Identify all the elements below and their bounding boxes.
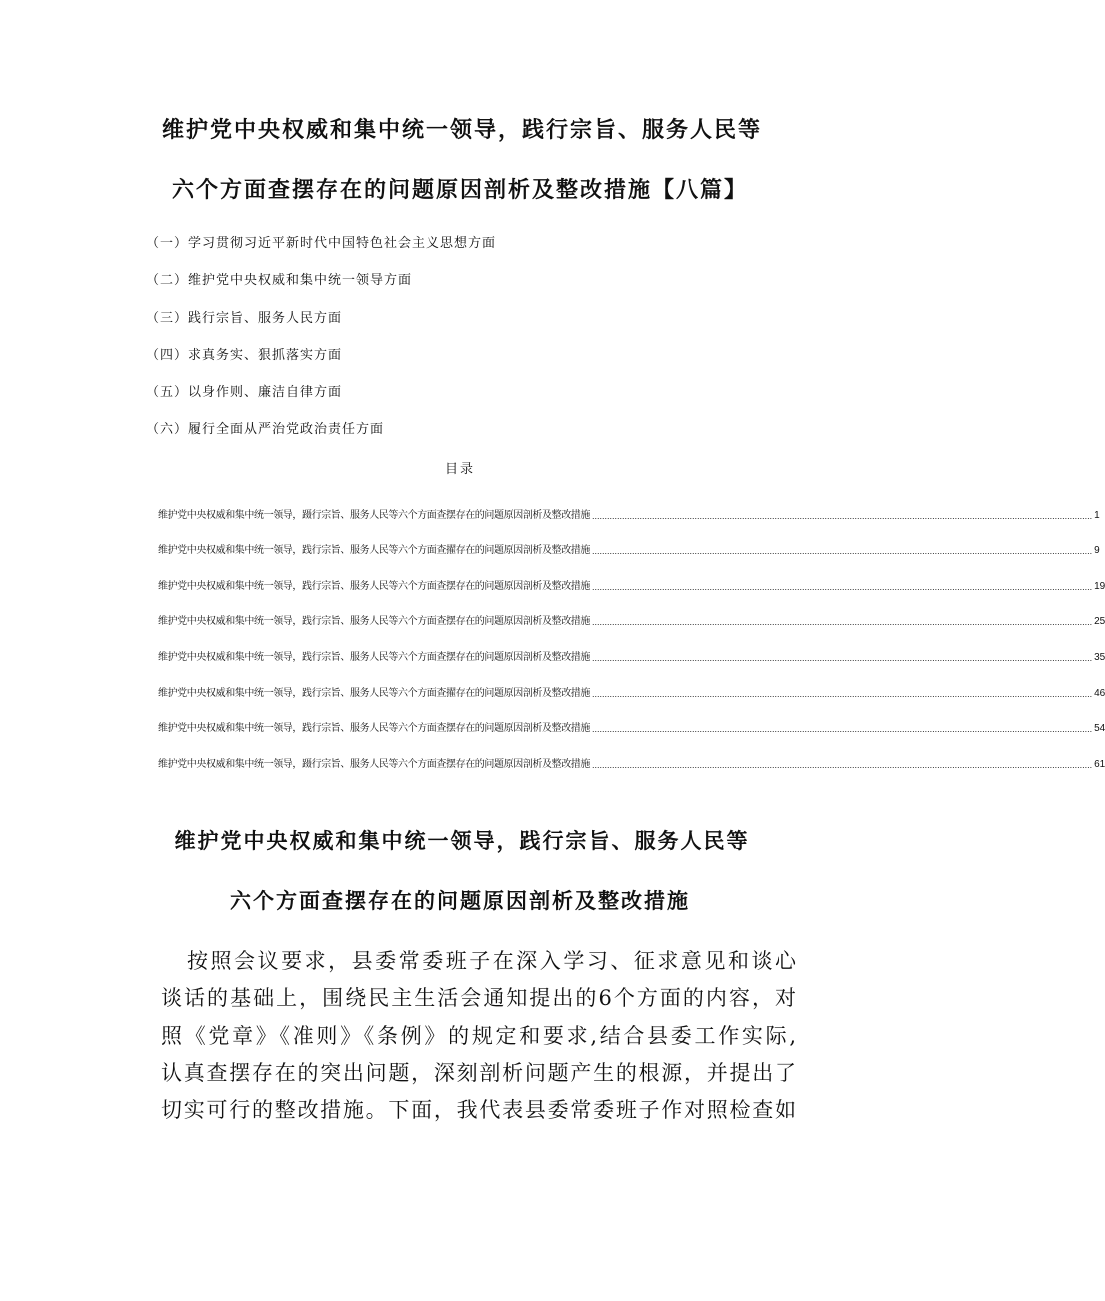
toc-entry-title: 维护党中央权威和集中统一领导，践行宗旨、服务人民等六个方面查摆存在的问题原因剖析及整改措施 (158, 616, 590, 628)
toc-entry[interactable] (158, 492, 1100, 528)
toc-entry-title: 维护党中央权威和集中统一领导，践行宗旨、服务人民等六个方面查摆存在的问题原因剖析及整改措施 (158, 723, 590, 735)
toc-page-number: 35 (1094, 651, 1105, 663)
toc-entry[interactable] (158, 528, 1100, 564)
toc-page-number: 19 (1094, 580, 1105, 592)
toc-entry[interactable] (158, 706, 1105, 742)
topic-item: （六）履行全面从严治党政治责任方面 (146, 422, 385, 438)
table-of-contents (158, 492, 1105, 777)
toc-heading: 目录 (444, 462, 475, 477)
body-line: 切实可行的整改措施。下面，我代表县委常委班子作对照检查如 (161, 1098, 797, 1123)
body-line: 谈话的基础上，围绕民主生活会通知提出的6个方面的内容，对 (161, 986, 797, 1011)
section-title-line-2: 六个方面查摆存在的问题原因剖析及整改措施 (230, 888, 690, 913)
toc-page-number: 9 (1094, 545, 1100, 557)
section-title-line-1: 维护党中央权威和集中统一领导，践行宗旨、服务人民等 (174, 828, 750, 853)
toc-entry-title: 维护党中央权威和集中统一领导，践行宗旨、服务人民等六个方面查摆存在的问题原因剖析及整改措施 (158, 651, 590, 663)
body-line: 照《党章》《准则》《条例》的规定和要求,结合县委工作实际, (161, 1023, 797, 1048)
toc-entry-title: 维护党中央权威和集中统一领导，践行宗旨、服务人民等六个方面查擢存在的问题原因剖析及整改措施 (158, 545, 590, 557)
topic-list (146, 232, 496, 456)
toc-entry[interactable] (158, 634, 1105, 670)
toc-leader-dots: ........................................................................................................................................................................................................ (592, 652, 1093, 663)
toc-page-number: 25 (1094, 616, 1105, 628)
toc-leader-dots: ........................................................................................................................................................................................................ (592, 759, 1093, 770)
body-line: 认真查摆存在的突出问题，深刻剖析问题产生的根源，并提出了 (161, 1060, 797, 1085)
document-title-line-1: 维护党中央权威和集中统一领导，践行宗旨、服务人民等 (161, 117, 762, 143)
toc-page-number: 54 (1094, 723, 1105, 735)
topic-item: （五）以身作则、廉洁自律方面 (146, 385, 343, 401)
topic-item: （一）学习贯彻习近平新时代中国特色社会主义思想方面 (146, 236, 497, 251)
topic-item: （四）求真务实、狠抓落实方面 (146, 347, 343, 363)
document-title-line-2: 六个方面查摆存在的问题原因剖析及整改措施【八篇】 (171, 177, 748, 203)
toc-entry[interactable] (158, 563, 1105, 599)
toc-page-number: 1 (1094, 509, 1100, 521)
toc-entry[interactable] (158, 741, 1105, 777)
toc-leader-dots: ........................................................................................................................................................................................................ (592, 724, 1093, 735)
toc-entry-title: 维护党中央权威和集中统一领导，蹑行宗旨、服务人民等六个方面查摆存在的问题原因剖析及整改措施 (158, 758, 590, 770)
topic-item: （二）维护党中央权威和集中统一领导方面 (146, 273, 413, 289)
toc-leader-dots: ........................................................................................................................................................................................................ (592, 688, 1093, 699)
toc-entry-title: 维护党中央权威和集中统一领导，践行宗旨、服务人民等六个方面查摆存在的问题原因剖析及整改措施 (158, 580, 590, 592)
toc-page-number: 46 (1094, 687, 1105, 699)
toc-entry-title: 维护党中央权威和集中统一领导，践行宗旨、服务人民等六个方面查擢存在的问题原因剖析及整改措施 (158, 687, 590, 699)
toc-leader-dots: ........................................................................................................................................................................................................ (592, 617, 1093, 628)
toc-leader-dots: ........................................................................................................................................................................................................ (592, 510, 1093, 521)
toc-leader-dots: ........................................................................................................................................................................................................ (592, 581, 1093, 592)
toc-entry[interactable] (158, 599, 1105, 635)
toc-leader-dots: ........................................................................................................................................................................................................ (592, 546, 1093, 557)
toc-entry-title: 维护党中央权威和集中统一领导，蹑行宗旨、服务人民等六个方面查摆存在的问题原因剖析及整改措施 (158, 509, 590, 521)
topic-item: （三）践行宗旨、服务人民方面 (146, 310, 343, 326)
body-line: 按照会议要求，县委常委班子在深入学习、征求意见和谈心 (187, 949, 797, 973)
toc-entry[interactable] (158, 670, 1105, 706)
toc-page-number: 61 (1094, 758, 1105, 770)
body-paragraph (161, 943, 797, 1129)
